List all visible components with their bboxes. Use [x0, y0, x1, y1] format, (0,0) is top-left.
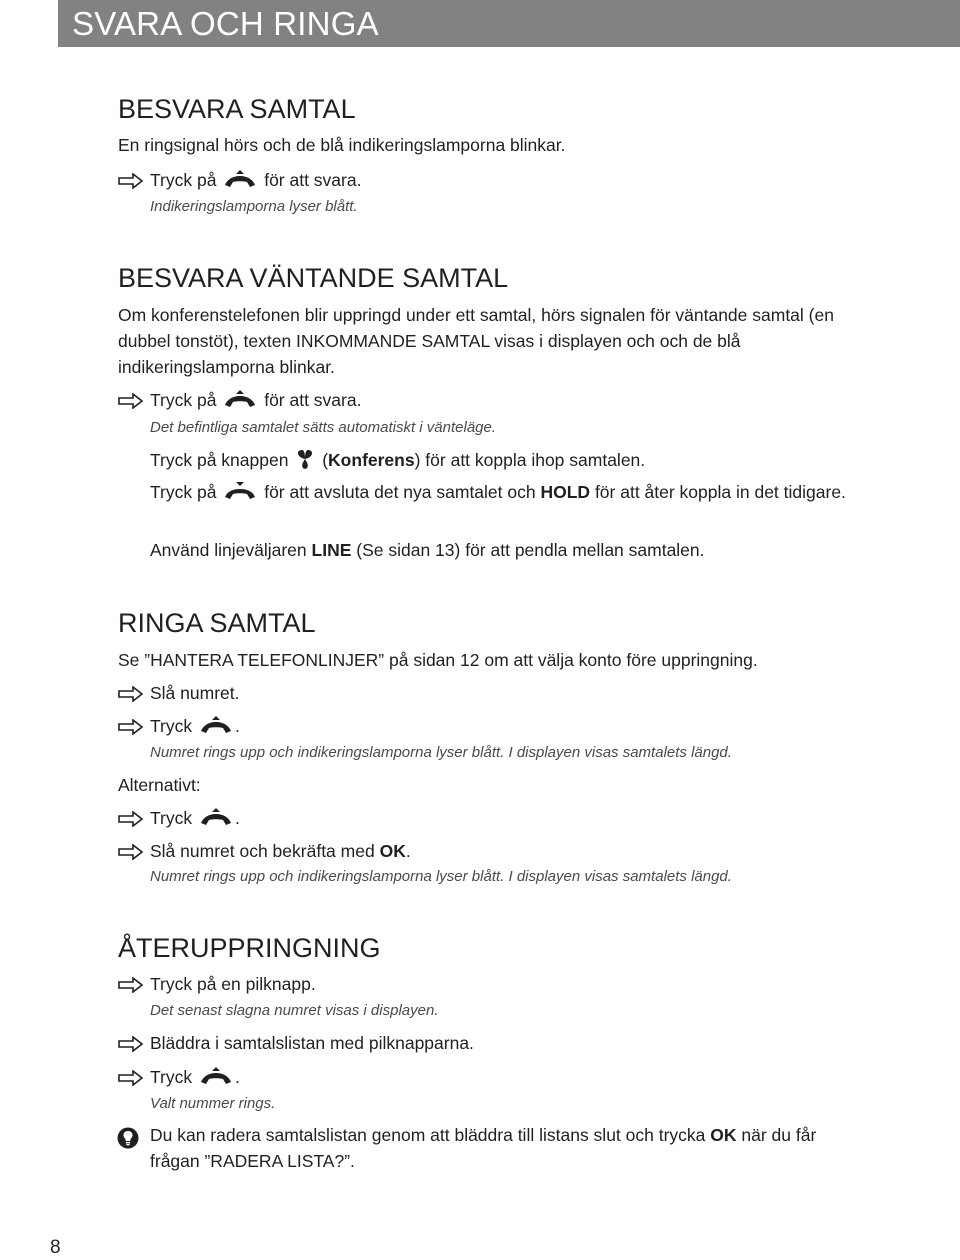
step-note: Indikeringslamporna lyser blått. [150, 198, 358, 215]
section-title-ringa-samtal: RINGA SAMTAL [118, 608, 316, 638]
instruction-line: Tryck på knappen (Konferens) för att koppla ihop samtalen. [150, 450, 646, 470]
button-name: HOLD [540, 482, 591, 502]
line-text: för att åter koppla in det tidigare. [594, 482, 846, 502]
step-text: Tryck på en pilknapp. [150, 974, 316, 994]
arrow-right-outline-icon [118, 686, 144, 702]
section-title-besvara-vantande-samtal: BESVARA VÄNTANDE SAMTAL [118, 263, 509, 293]
lightbulb-icon [117, 1127, 139, 1149]
line-text: för att koppla ihop samtalen. [425, 450, 646, 470]
step-note: Numret rings upp och indikeringslamporna lyser blått. I displayen visas samtalets längd. [150, 868, 732, 885]
step-text: Tryck på [150, 390, 217, 410]
section-title-ateruppringning: ÅTERUPPRINGNING [118, 933, 381, 963]
paragraph: En ringsignal hörs och de blå indikeringslamporna blinkar. [118, 135, 566, 155]
step-text: Tryck [150, 716, 193, 736]
step-text: . [235, 808, 240, 828]
line-text: (Se sidan 13) för att pendla mellan samtalen. [356, 540, 705, 560]
step-text: för att svara. [264, 170, 362, 190]
off-hook-phone-icon [199, 716, 233, 734]
arrow-right-outline-icon [118, 977, 144, 993]
paragraph: Se ”HANTERA TELEFONLINJER” på sidan 12 om att välja konto före uppringning. [118, 650, 758, 670]
line-text: Tryck på [150, 482, 217, 502]
header-banner [58, 0, 960, 47]
step-text: . [235, 1067, 240, 1087]
arrow-right-outline-icon [118, 393, 144, 409]
line-text: för att avsluta det nya samtalet och [264, 482, 536, 502]
button-name: OK [710, 1125, 737, 1145]
button-name: OK [379, 841, 406, 861]
conference-icon [295, 449, 315, 469]
button-name: Konferens [328, 450, 415, 470]
step-text: Slå numret. [150, 683, 240, 703]
off-hook-phone-icon [199, 1067, 233, 1085]
step-text: Tryck [150, 808, 193, 828]
tip-text [150, 1122, 870, 1174]
page-number: 8 [50, 1237, 61, 1258]
off-hook-phone-icon [223, 170, 257, 188]
line-text: Tryck på knappen [150, 450, 289, 470]
arrow-right-outline-icon [118, 1036, 144, 1052]
step-note: Det befintliga samtalet sätts automatiskt i vänteläge. [150, 419, 497, 436]
off-hook-phone-icon [223, 390, 257, 408]
tip-text-part: Du kan radera samtalslistan genom att bläddra till listans slut och trycka [150, 1125, 706, 1145]
step-note: Valt nummer rings. [150, 1095, 276, 1112]
arrow-right-outline-icon [118, 811, 144, 827]
arrow-right-outline-icon [118, 844, 144, 860]
line-text: Använd linjeväljaren [150, 540, 307, 560]
arrow-right-outline-icon [118, 719, 144, 735]
step-note: Det senast slagna numret visas i displayen. [150, 1002, 439, 1019]
off-hook-phone-icon [199, 808, 233, 826]
tip-text-part: när du får frågan ”RADERA LISTA?”. [150, 1125, 817, 1171]
arrow-right-outline-icon [118, 173, 144, 189]
on-hook-phone-icon [223, 482, 257, 500]
alternative-label: Alternativt: [118, 775, 201, 795]
step-text: Slå numret och bekräfta med [150, 841, 375, 861]
instruction-line [150, 479, 850, 505]
step-text: . [235, 716, 240, 736]
step-text: Tryck [150, 1067, 193, 1087]
step-text: Bläddra i samtalslistan med pilknapparna. [150, 1033, 474, 1053]
arrow-right-outline-icon [118, 1070, 144, 1086]
paragraph: Om konferenstelefonen blir uppringd under ett samtal, hörs signalen för väntande samtal (en dubbel tonstöt), texten INKOMMANDE SAMTAL visas i displayen och och de blå indikeringslamporna blinkar. [118, 305, 834, 377]
page-title: SVARA OCH RINGA [72, 5, 379, 42]
step-text: . [405, 841, 411, 861]
instruction-line [150, 537, 705, 563]
step-note: Numret rings upp och indikeringslamporna lyser blått. I displayen visas samtalets längd. [150, 744, 732, 761]
step-text: Tryck på [150, 170, 217, 190]
button-name: LINE [311, 540, 352, 560]
step-text: för att svara. [264, 390, 362, 410]
section-title-besvara-samtal: BESVARA SAMTAL [118, 94, 356, 124]
